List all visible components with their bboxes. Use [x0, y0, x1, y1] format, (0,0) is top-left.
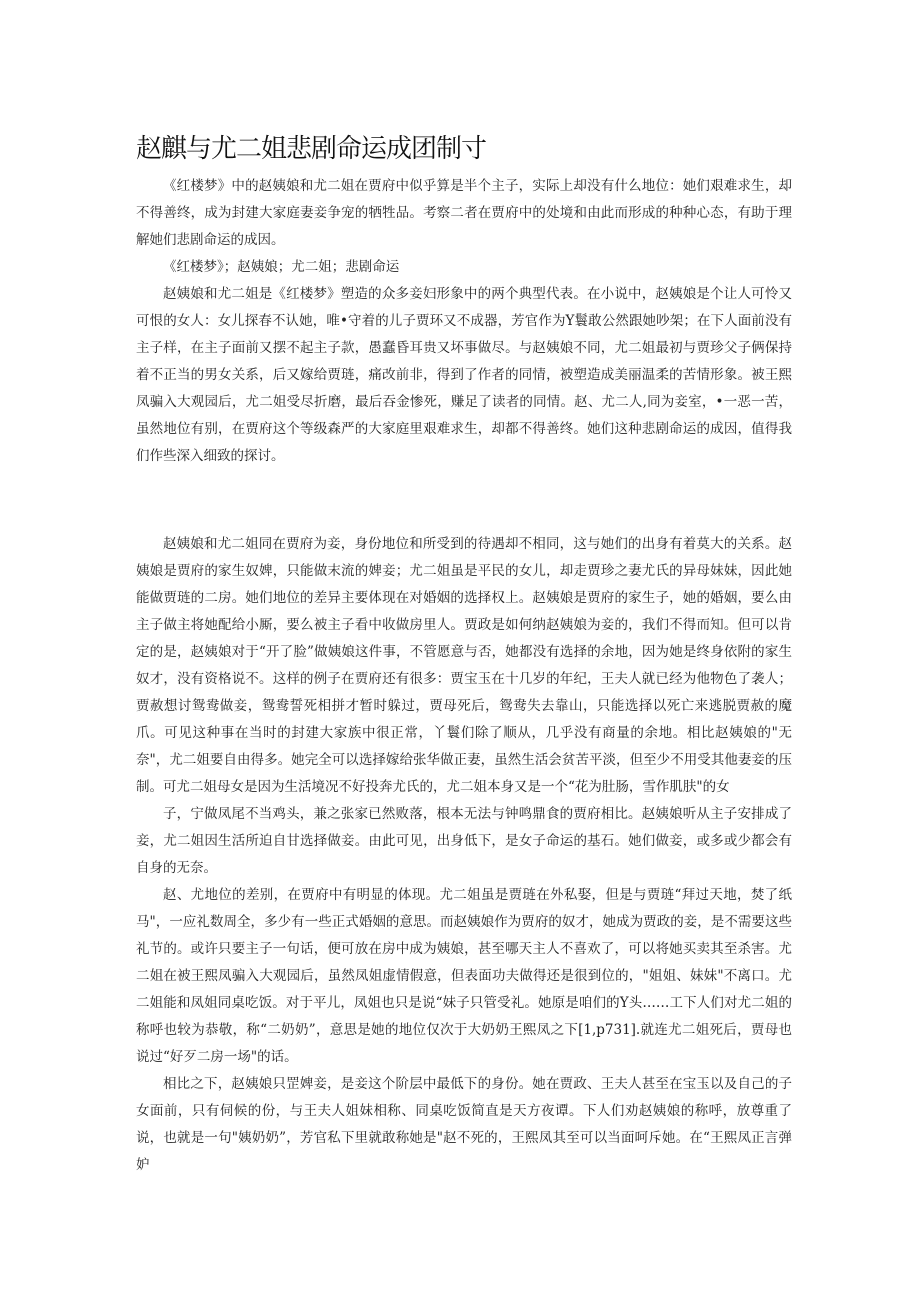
keywords-line: 《红楼梦》；赵姨娘；尤二姐；悲剧命运	[163, 259, 400, 275]
main-body	[136, 531, 792, 1179]
intro-paragraph: 赵姨娘和尤二姐是《红楼梦》塑造的众多妾妇形象中的两个典型代表。在小说中，赵姨娘是个让人可怜又可恨的女人：女儿探春不认她，唯•守着的儿子贾环又不成器，芳官作为Y鬟敢公然跟她吵架；在下人面前没有主子样，在主子面前又摆不起主子款，愚蠢昏耳贵又坏事做尽。与赵姨娘不同，尤二姐最初与贾珍父子俩保持着不正当的男女关系，后又嫁给贾琏，痛改前非，得到了作者的同情，被塑造成美丽温柔的苦情形象。被王熙凤骗入大观园后，尤二姐受尽折磨，最后吞金惨死，赚足了读者的同情。赵、尤二人,同为妾室，•一恶一苦，虽然地位有别，在贾府这个等级森严的大家庭里艰难求生，却都不得善终。她们这种悲剧命运的成因，值得我们作些深入细致的探讨。	[136, 286, 792, 464]
body-paragraph-status-continued: 子，宁做凤尾不当鸡头，兼之张家已然败落，根本无法与钟鸣鼎食的贾府相比。赵姨娘听从主子安排成了妾，尤二姐因生活所迫自甘选择做妾。由此可见，出身低下，是女子命运的基石。她们做妾，或多或少都会有自身的无奈。	[136, 806, 792, 876]
front-matter	[136, 173, 792, 470]
abstract-paragraph: 《红楼梦》中的赵姨娘和尤二姐在贾府中似乎算是半个主子，实际上却没有什么地位：她们艰难求生，却不得善终，成为封建大家庭妻妾争宠的牺牲品。考察二者在贾府中的处境和由此而形成的种种心态，有助于理解她们悲剧命运的成因。	[136, 178, 792, 248]
body-paragraph-difference: 赵、尤地位的差别，在贾府中有明显的体现。尤二姐虽是贾琏在外私娶，但是与贾琏“拜过天地，焚了纸马"，一应礼数周全，多少有一些正式婚姻的意思。而赵姨娘作为贾府的奴才，她成为贾政的妾，是不需要这些礼节的。或许只要主子一句话，便可放在房中成为姨娘，甚至哪天主人不喜欢了，可以将她买卖其至杀害。尤二姐在被王熙凤骗入大观园后，虽然凤姐虚情假意，但表面功夫做得还是很到位的，"姐姐、妹妹"不离口。尤二姐能和凤姐同桌吃饭。对于平儿，凤姐也只是说“妹子只管受礼。她原是咱们的Y头……工下人们对尤二姐的称呼也较为恭敬，称“二奶奶”，意思是她的地位仅次于大奶奶王熙凤之下[1,p731].就连尤二姐死后，贾母也说过“好歹二房一场"的话。	[136, 887, 792, 1065]
document-title: 赵麒与尤二姐悲剧命运成团制寸	[136, 134, 487, 164]
body-paragraph-contrast: 相比之下，赵姨娘只罡婢妾，是妾这个阶层中最低下的身份。她在贾政、王夫人甚至在宝玉以及自己的子女面前，只有伺候的份，与王夫人姐妹相称、同桌吃饭简直是天方夜谭。下人们劝赵姨娘的称呼，放尊重了说，也就是一句"姨奶奶”，芳官私下里就敢称她是"赵不死的，王熙凤其至可以当面呵斥她。在“王熙凤正言弹妒	[136, 1076, 792, 1173]
body-paragraph-status: 赵姨娘和尤二姐同在贾府为妾，身份地位和所受到的待遇却不相同，这与她们的出身有着莫大的关系。赵姨娘是贾府的家生奴婢，只能做末流的婢妾；尤二姐虽是平民的女儿，却走贾珍之妻尤氏的异母妹妹，因此她能做贾琏的二房。她们地位的差异主要体现在对婚姻的选择权上。赵姨娘是贾府的家生子，她的婚姻，要么由主子做主将她配给小厮，要么被主子看中收做房里人。贾政是如何纳赵姨娘为妾的，我们不得而知。但可以肯定的是，赵姨娘对于“开了脸”做姨娘这件事，不管愿意与否，她都没有选择的余地，因为她是终身依附的家生奴才，没有资格说不。这样的例子在贾府还有很多：贾宝玉在十几岁的年纪，王夫人就已经为他物色了袭人；贾赦想讨鸳鸯做妾，鸳鸯誓死相拼才暂时躲过，贾母死后，鸳鸯失去靠山，只能选择以死亡来逃脱贾赦的魔爪。可见这种事在当时的封建大家族中很正常，丫鬟们除了顺从，几乎没有商量的余地。相比赵姨娘的"无奈"，尤二姐要自由得多。她完全可以选择嫁给张华做正妻，虽然生活会贫苦平淡，但至少不用受其他妻妾的压制。可尤二姐母女是因为生活境况不好投奔尤氏的，尤二姐本身又是一个“花为肚肠，雪作肌肤"的女	[136, 536, 792, 795]
